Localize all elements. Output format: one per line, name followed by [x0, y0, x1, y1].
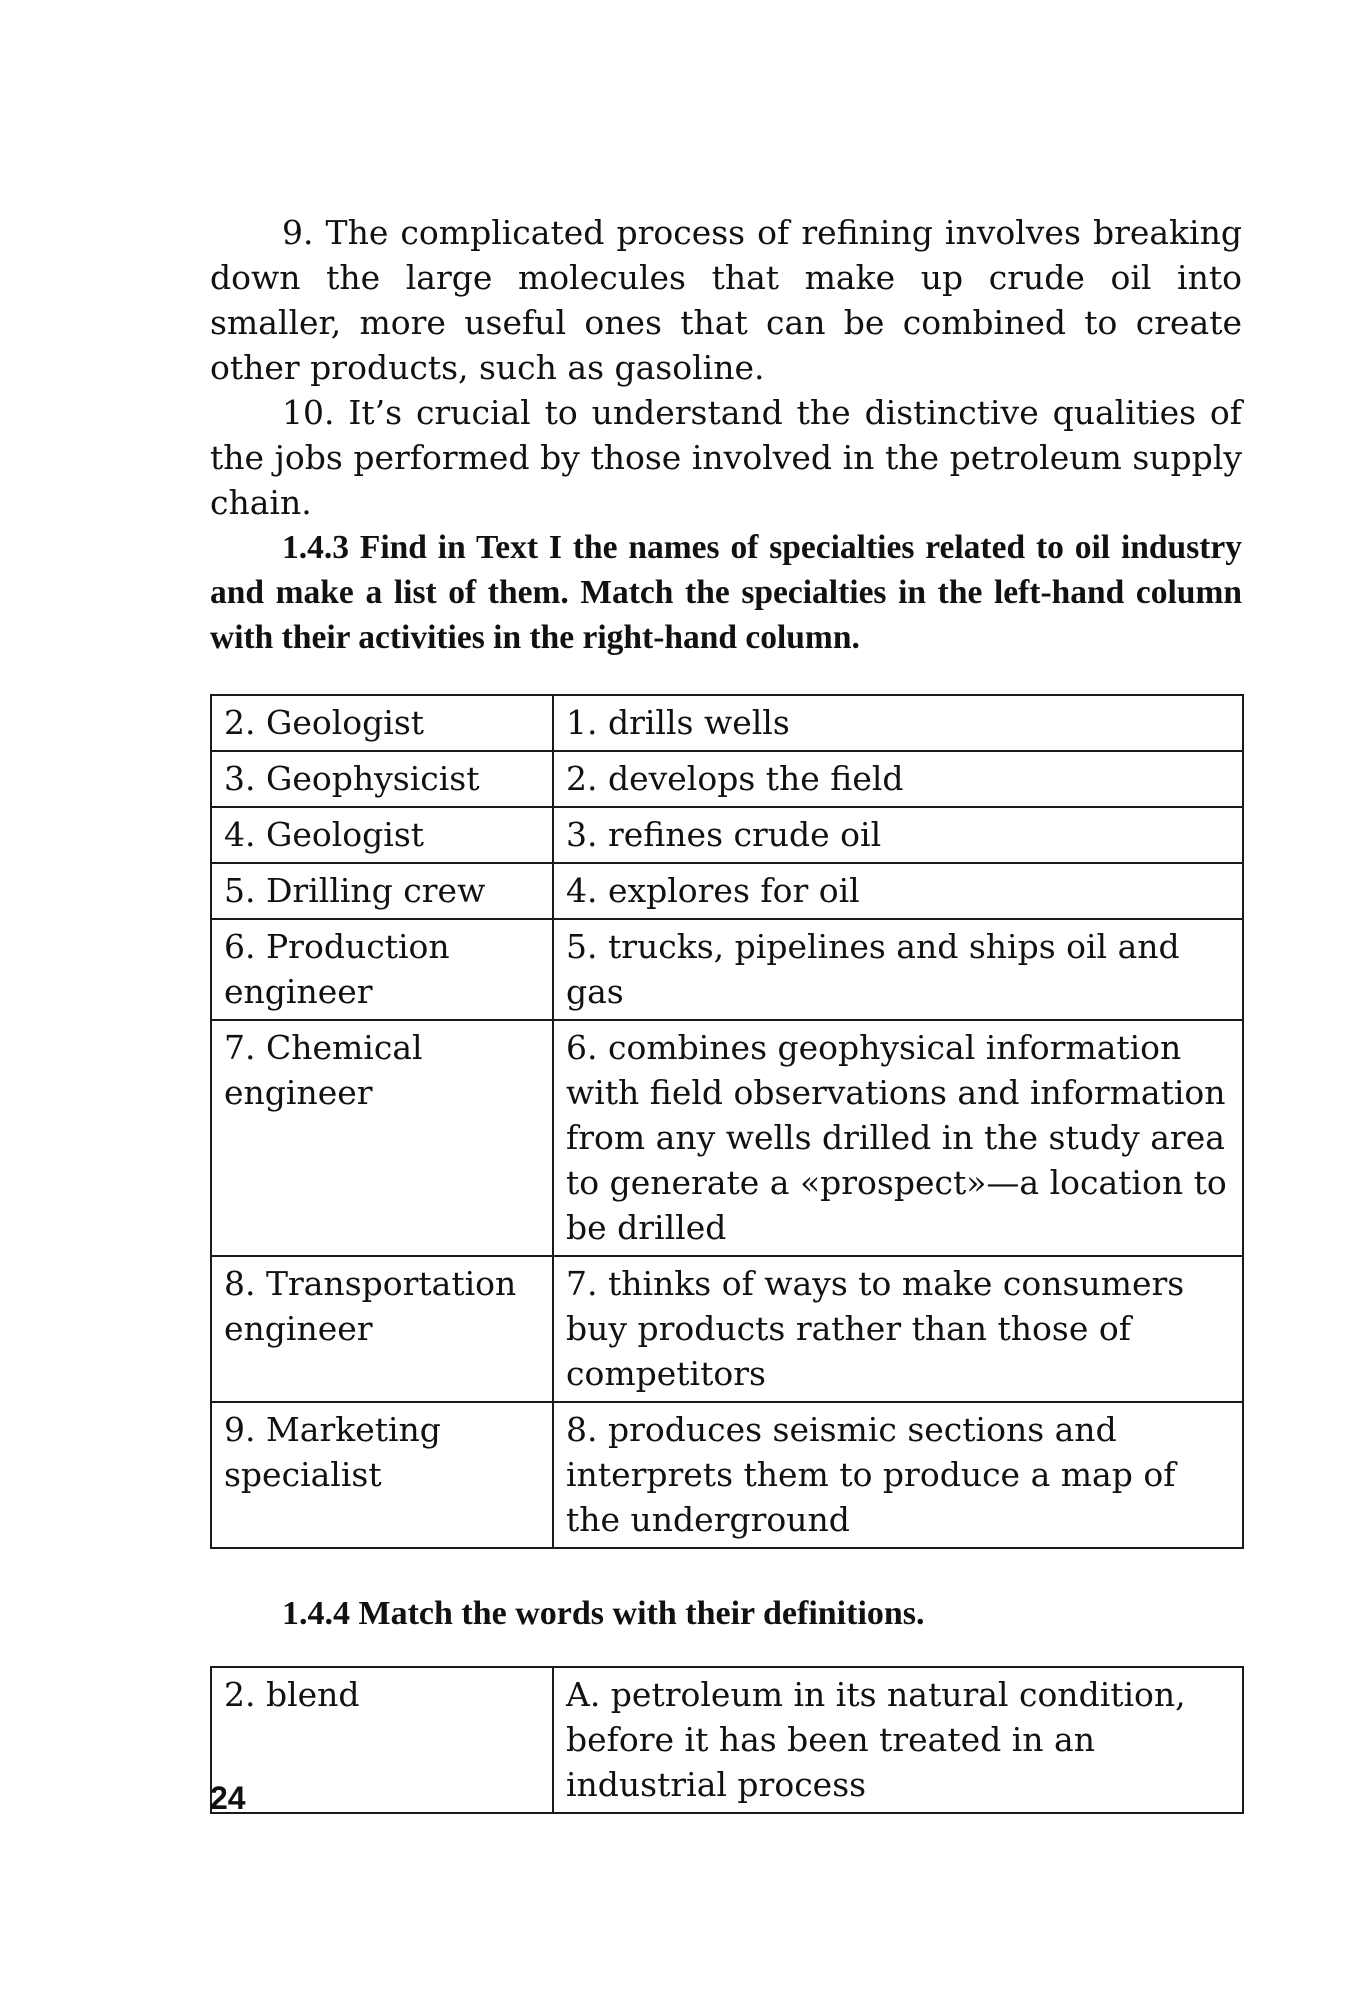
table-row [211, 1667, 1243, 1813]
specialty-cell: 9. Marketing specialist [211, 1402, 553, 1548]
task-1-4-3-instructions: 1.4.3 Find in Text I the names of specialties related to oil industry and make a list of them. Match the specialties in the left-hand column with their activities in the right-hand column. [210, 529, 1242, 656]
table-row [211, 751, 1243, 807]
activity-cell: 6. combines geophysical information with field observations and information from any wells drilled in the study area to generate a «prospect»—a location to be drilled [553, 1020, 1243, 1256]
paragraph-10: 10. It’s crucial to understand the distinctive qualities of the jobs performed by those involved in the petroleum supply chain. [210, 393, 1242, 522]
specialty-cell: 2. Geologist [211, 695, 553, 751]
activity-cell: 4. explores for oil [553, 863, 1243, 919]
word-cell: 2. blend [211, 1667, 553, 1813]
specialty-cell: 7. Chemical engineer [211, 1020, 553, 1256]
paragraph-9: 9. The complicated process of refining involves breaking down the large molecules that make up crude oil into smaller, more useful ones that can be combined to create other products, such as gasoline. [210, 213, 1242, 387]
table-row [211, 1256, 1243, 1402]
specialties-matching-table [210, 694, 1244, 1549]
table-row [211, 919, 1243, 1020]
page-number: 24 [210, 1780, 246, 1816]
table-row [211, 695, 1243, 751]
table-row [211, 1020, 1243, 1256]
activity-cell: 7. thinks of ways to make consumers buy products rather than those of competitors [553, 1256, 1243, 1402]
table-row [211, 807, 1243, 863]
activity-cell: 2. develops the field [553, 751, 1243, 807]
task-1-4-4-heading: 1.4.4 Match the words with their definitions. [282, 1595, 925, 1632]
specialty-cell: 3. Geophysicist [211, 751, 553, 807]
activity-cell: 1. drills wells [553, 695, 1243, 751]
activity-cell: 8. produces seismic sections and interprets them to produce a map of the underground [553, 1402, 1243, 1548]
activity-cell: 3. refines crude oil [553, 807, 1243, 863]
page-content [210, 210, 1242, 1814]
activity-cell: 5. trucks, pipelines and ships oil and gas [553, 919, 1243, 1020]
definitions-matching-table [210, 1666, 1244, 1814]
specialty-cell: 6. Production engineer [211, 919, 553, 1020]
specialty-cell: 5. Drilling crew [211, 863, 553, 919]
specialty-cell: 4. Geologist [211, 807, 553, 863]
specialty-cell: 8. Transportation engineer [211, 1256, 553, 1402]
table-row [211, 1402, 1243, 1548]
definition-cell: A. petroleum in its natural condition, before it has been treated in an industrial process [553, 1667, 1243, 1813]
table-row [211, 863, 1243, 919]
